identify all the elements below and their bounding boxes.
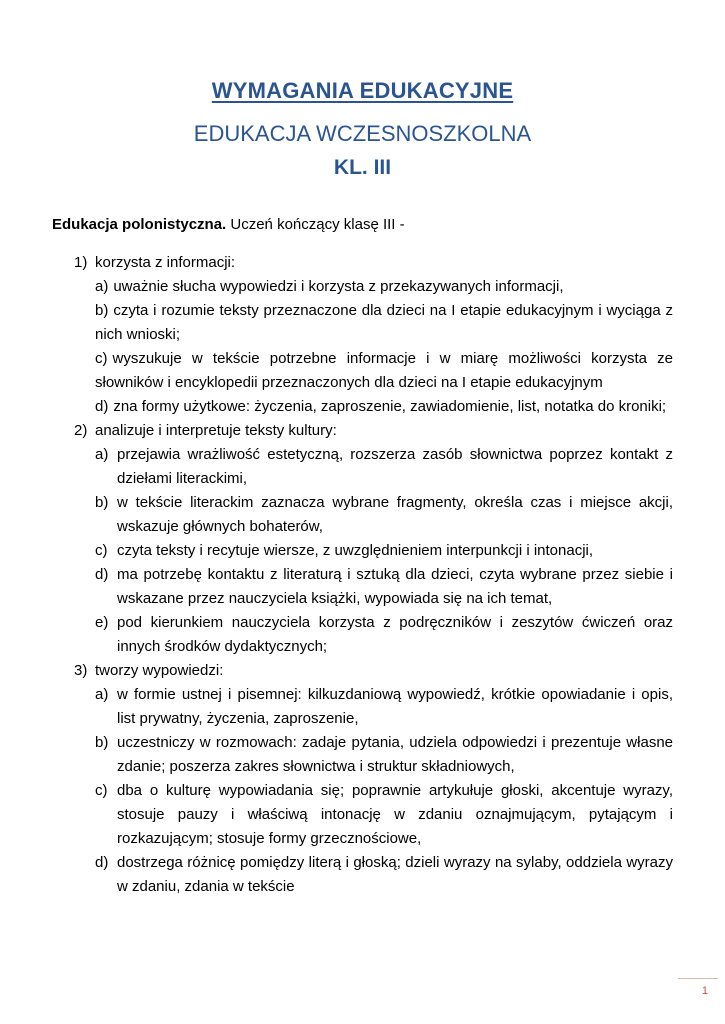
section-heading <box>0 659 725 683</box>
list-item <box>0 731 725 779</box>
item-text: pod kierunkiem nauczyciela korzysta z podręczników i zeszytów ćwiczeń oraz innych środków dydaktycznych; <box>117 614 673 655</box>
section-heading <box>0 419 725 443</box>
item-label: d) <box>95 854 109 871</box>
list-item <box>0 491 725 539</box>
item-text: uczestniczy w rozmowach: zadaje pytania, udziela odpowiedzi i prezentuje własne zdanie; poszerza zakres słownictwa i struktur składniowych, <box>117 734 673 775</box>
item-text: uważnie słucha wypowiedzi i korzysta z przekazywanych informacji, <box>113 278 564 295</box>
section-number: 1) <box>74 254 88 271</box>
item-text: zna formy użytkowe: życzenia, zaproszenie, zawiadomienie, list, notatka do kroniki; <box>113 398 667 415</box>
section-heading <box>0 251 725 275</box>
list-item <box>0 779 725 851</box>
list-item <box>95 299 673 347</box>
list-item <box>0 443 725 491</box>
item-label: d) <box>95 566 109 583</box>
item-label: a) <box>95 278 109 295</box>
list-item <box>95 275 673 299</box>
list-item <box>0 611 725 659</box>
item-text: dba o kulturę wypowiadania się; poprawnie artykułuje głoski, akcentuje wyrazy, stosuje pauzy i właściwą intonację w zdaniu oznajmującym, pytającym i rozkazującym; stosuje formy grzecznościowe, <box>117 782 673 847</box>
item-text: przejawia wrażliwość estetyczną, rozszerza zasób słownictwa poprzez kontakt z dziełami literackimi, <box>117 446 673 487</box>
item-text: dostrzega różnicę pomiędzy literą i głoską; dzieli wyrazy na sylaby, oddziela wyrazy w zdaniu, zdania w tekście <box>117 854 673 895</box>
item-text: w tekście literackim zaznacza wybrane fragmenty, określa czas i miejsce akcji, wskazuje głównych bohaterów, <box>117 494 673 535</box>
list-item <box>0 851 725 899</box>
list-item <box>0 539 725 563</box>
intro-paragraph <box>52 216 405 233</box>
item-label: b) <box>95 302 109 319</box>
item-text: ma potrzebę kontaktu z literaturą i sztuką dla dzieci, czyta wybrane przez siebie i wskazane przez nauczyciela książki, wypowiada się na ich temat, <box>117 566 673 607</box>
requirements-list <box>0 251 725 899</box>
section-title: korzysta z informacji: <box>95 254 236 271</box>
item-text: wyszukuje w tekście potrzebne informacje i w miarę możliwości korzysta ze słowników i encyklopedii przeznaczonych dla dzieci na I etapie edukacyjnym <box>95 350 673 391</box>
document-subtitle: EDUKACJA WCZESNOSZKOLNA <box>193 121 532 146</box>
class-label: KL. III <box>333 156 392 179</box>
list-item <box>0 563 725 611</box>
item-text: czyta teksty i recytuje wiersze, z uwzględnieniem interpunkcji i intonacji, <box>117 542 594 559</box>
item-text: w formie ustnej i pisemnej: kilkuzdaniową wypowiedź, krótkie opowiadanie i opis, list prywatny, życzenia, zaproszenie, <box>117 686 673 727</box>
item-label: c) <box>95 350 108 367</box>
page-number: 1 <box>701 985 708 997</box>
item-label: b) <box>95 734 109 751</box>
footer-divider <box>678 978 718 979</box>
item-label: b) <box>95 494 109 511</box>
list-item <box>95 395 673 419</box>
section-title: tworzy wypowiedzi: <box>95 662 224 679</box>
item-label: a) <box>95 446 109 463</box>
item-label: a) <box>95 686 109 703</box>
list-item <box>0 683 725 731</box>
section-number: 2) <box>74 422 88 439</box>
intro-bold: Edukacja polonistyczna. <box>52 216 227 233</box>
list-item <box>95 347 673 395</box>
document-title: WYMAGANIA EDUKACYJNE <box>211 78 514 103</box>
item-label: e) <box>95 614 109 631</box>
intro-text: Uczeń kończący klasę III - <box>226 216 405 233</box>
item-label: c) <box>95 542 108 559</box>
item-label: d) <box>95 398 109 415</box>
item-text: czyta i rozumie teksty przeznaczone dla dzieci na I etapie edukacyjnym i wyciąga z nich wnioski; <box>95 302 673 343</box>
section-number: 3) <box>74 662 88 679</box>
item-label: c) <box>95 782 108 799</box>
section-title: analizuje i interpretuje teksty kultury: <box>95 422 337 439</box>
